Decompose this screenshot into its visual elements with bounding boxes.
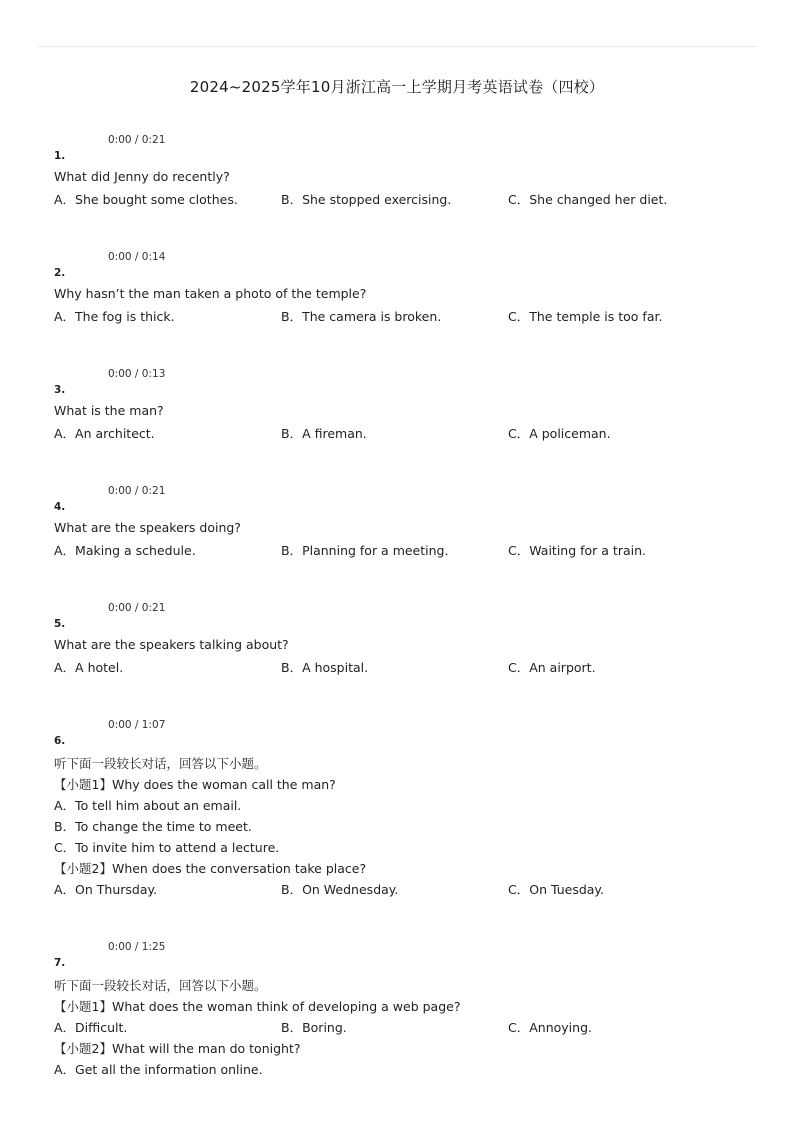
audio-player-time[interactable]: 0:00 / 1:25 bbox=[108, 941, 166, 953]
option-c: C．She changed her diet. bbox=[508, 192, 668, 207]
subquestion-1-option-a: A．To tell him about an email. bbox=[54, 798, 242, 813]
question-prompt: What are the speakers talking about? bbox=[54, 637, 289, 652]
subquestion-1-option-b: B．Boring. bbox=[281, 1020, 347, 1035]
option-b: B．A hospital. bbox=[281, 660, 369, 675]
option-c: C．A policeman. bbox=[508, 426, 611, 441]
option-c: C．An airport. bbox=[508, 660, 596, 675]
audio-player-time[interactable]: 0:00 / 0:21 bbox=[108, 602, 166, 614]
subquestion-1-option-c: C．To invite him to attend a lecture. bbox=[54, 840, 280, 855]
question-prompt: What is the man? bbox=[54, 403, 164, 418]
audio-player-time[interactable]: 0:00 / 0:21 bbox=[108, 134, 166, 146]
section-instruction: 听下面一段较长对话，回答以下小题。 bbox=[54, 756, 267, 771]
audio-player-time[interactable]: 0:00 / 0:21 bbox=[108, 485, 166, 497]
option-c: C．Waiting for a train. bbox=[508, 543, 646, 558]
subquestion-1-option-b: B．To change the time to meet. bbox=[54, 819, 252, 834]
question-number: 1. bbox=[54, 150, 66, 162]
subquestion-2-option-b: B．On Wednesday. bbox=[281, 882, 399, 897]
option-b: B．The camera is broken. bbox=[281, 309, 442, 324]
subquestion-1-option-a: A．Difficult. bbox=[54, 1020, 128, 1035]
option-a: A．The fog is thick. bbox=[54, 309, 175, 324]
audio-player-time[interactable]: 0:00 / 0:14 bbox=[108, 251, 166, 263]
question-number: 6. bbox=[54, 735, 66, 747]
subquestion-2-option-a: A．On Thursday. bbox=[54, 882, 158, 897]
option-b: B．Planning for a meeting. bbox=[281, 543, 449, 558]
section-instruction: 听下面一段较长对话，回答以下小题。 bbox=[54, 978, 267, 993]
question-number: 5. bbox=[54, 618, 66, 630]
option-a: A．A hotel. bbox=[54, 660, 124, 675]
header-divider bbox=[38, 46, 758, 47]
question-prompt: Why hasn’t the man taken a photo of the temple? bbox=[54, 286, 367, 301]
subquestion-2-option-a: A．Get all the information online. bbox=[54, 1062, 263, 1077]
subquestion-1-prompt: 【小题1】Why does the woman call the man? bbox=[54, 777, 336, 792]
question-number: 4. bbox=[54, 501, 66, 513]
option-a: A．She bought some clothes. bbox=[54, 192, 238, 207]
option-b: B．A fireman. bbox=[281, 426, 367, 441]
option-b: B．She stopped exercising. bbox=[281, 192, 452, 207]
exam-title: 2024~2025学年10月浙江高一上学期月考英语试卷（四校） bbox=[189, 78, 605, 96]
subquestion-1-prompt: 【小题1】What does the woman think of developing a web page? bbox=[54, 999, 461, 1014]
audio-player-time[interactable]: 0:00 / 1:07 bbox=[108, 719, 166, 731]
question-prompt: What did Jenny do recently? bbox=[54, 169, 230, 184]
question-number: 2. bbox=[54, 267, 66, 279]
subquestion-2-prompt: 【小题2】When does the conversation take place? bbox=[54, 861, 367, 876]
subquestion-2-prompt: 【小题2】What will the man do tonight? bbox=[54, 1041, 301, 1056]
subquestion-1-option-c: C．Annoying. bbox=[508, 1020, 592, 1035]
audio-player-time[interactable]: 0:00 / 0:13 bbox=[108, 368, 166, 380]
question-number: 7. bbox=[54, 957, 66, 969]
option-c: C．The temple is too far. bbox=[508, 309, 663, 324]
question-number: 3. bbox=[54, 384, 66, 396]
subquestion-2-option-c: C．On Tuesday. bbox=[508, 882, 605, 897]
option-a: A．An architect. bbox=[54, 426, 155, 441]
option-a: A．Making a schedule. bbox=[54, 543, 196, 558]
question-prompt: What are the speakers doing? bbox=[54, 520, 241, 535]
